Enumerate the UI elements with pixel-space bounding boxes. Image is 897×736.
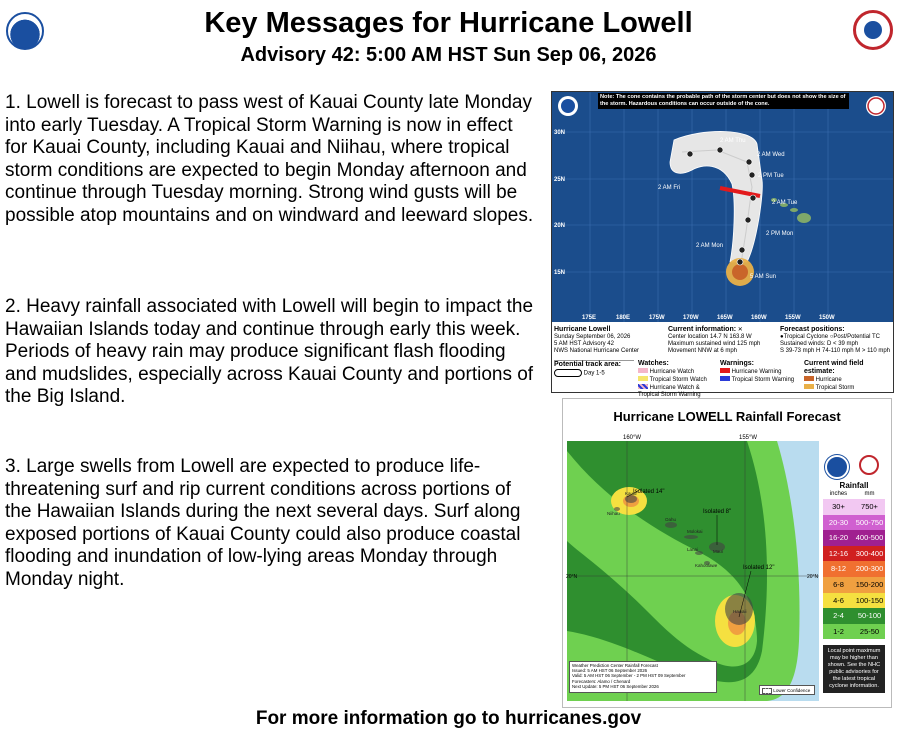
rain-info-line: Next Update: 5 PM HST 06 September 2026 [572, 683, 659, 689]
legend-row [823, 577, 885, 593]
hurricane-watch-swatch [638, 368, 648, 373]
legend-row [823, 608, 885, 624]
rain-info-line: Valid: 5 AM HST 06 September - 2 PM HST 09 September [572, 673, 686, 679]
hurricane-wind-swatch [804, 376, 814, 381]
lon-label: 175W [649, 315, 665, 321]
advisory-subtitle: Advisory 42: 5:00 AM HST Sun Sep 06, 2026 [240, 44, 657, 66]
track-area-icon [554, 369, 582, 377]
legend-inches: 6-8 [833, 579, 844, 589]
noaa-logo-icon [6, 12, 44, 50]
rain-lon-label: 160°W [623, 435, 642, 441]
watches-title: Watches: [638, 360, 669, 367]
legend-inches: 8-12 [830, 564, 846, 574]
forecast-positions-title: Forecast positions: [780, 326, 845, 333]
wind-field-title: Current wind field estimate: [804, 360, 864, 375]
cone-legend-panel [552, 324, 893, 398]
place-label: Kahoolawe [695, 563, 718, 568]
rain-lat-label: 20°N [807, 574, 819, 580]
page-title: Key Messages for Hurricane Lowell [204, 7, 693, 39]
rain-annotation: Isolated 8" [703, 509, 732, 515]
legend-unit: mm [864, 491, 875, 497]
warning-item: Tropical Storm Warning [731, 377, 795, 383]
rain-info-line: Weather Prediction Center Rainfall Forecast [572, 663, 658, 668]
confidence-swatch [762, 688, 772, 694]
rainfall-graphic [562, 398, 892, 708]
legend-note: Local point maximum may be higher than shown. See the NHC public advisories for the latest tropical cyclone information. [823, 645, 885, 693]
legend-mm: 400-500 [855, 533, 884, 543]
key-message-1: 1. Lowell is forecast to pass west of Kauai County late Monday into early Tuesday. A Tropical Storm Warning is now in effect for Kauai County, including Kauai and Niihau, where tropical storm conditions are expected to begin Monday afternoon and continue through Tuesday morning. Strong wind gusts will be possible atop mountains and on windward and leeward slopes. [5, 92, 534, 226]
warnings-title: Warnings: [720, 360, 754, 367]
lon-label: 150W [819, 315, 835, 321]
track-area-item: Day 1-5 [583, 370, 605, 377]
rainfall-title: Hurricane LOWELL Rainfall Forecast [613, 409, 841, 424]
forecast-point-label: 2 AM Wed [757, 152, 785, 158]
place-label: Maui [713, 549, 723, 554]
forecast-point-label: 2 AM Fri [658, 185, 681, 191]
legend-mm: 300-400 [855, 548, 884, 558]
legend-row [823, 499, 885, 515]
forecast-tc: Tropical Cyclone [783, 334, 829, 340]
current-movement: Movement NNW at 6 mph [668, 348, 738, 354]
forecast-point-label: 5 AM Sun [750, 274, 777, 280]
watch-item: Hurricane Watch & Tropical Storm Warning [638, 385, 701, 398]
lat-label: 25N [554, 177, 566, 183]
ts-watch-swatch [638, 376, 648, 381]
wind-item: Tropical Storm [815, 385, 855, 391]
lat-label: 20N [554, 223, 566, 229]
lon-label: 170W [683, 315, 699, 321]
forecast-winds: Sustained winds: [780, 341, 826, 347]
forecast-shm: S 39-73 mph H 74-110 mph M > 110 mph [780, 348, 891, 354]
current-location: Center location 14.7 N 163.8 W [668, 334, 752, 340]
legend-mm: 100-150 [855, 595, 884, 605]
ts-warning-swatch [720, 376, 730, 381]
place-label: Molokai [687, 529, 703, 534]
forecast-d: D < 39 mph [827, 341, 859, 347]
storm-name: Hurricane Lowell [554, 326, 611, 333]
legend-row [823, 624, 885, 640]
track-area-title: Potential track area: [554, 361, 621, 368]
rain-lon-label: 155°W [739, 435, 758, 441]
legend-inches: 20-30 [828, 517, 849, 527]
lat-label: 30N [554, 130, 566, 136]
combined-swatch [638, 384, 648, 389]
legend-row [823, 515, 885, 531]
cone-note: Note: The cone contains the probable path of the storm center but does not show the size of the storm. Hazardous conditions can occur outside of the cone. [598, 93, 849, 109]
lon-label: 180E [616, 315, 631, 321]
storm-advisory: 5 AM HST Advisory 42 [554, 341, 614, 347]
wind-item: Hurricane [815, 377, 842, 383]
legend-inches: 2-4 [833, 611, 844, 621]
rain-lat-label: 20°N [566, 574, 578, 580]
legend-row [823, 546, 885, 562]
rain-annotation: Isolated 12" [743, 565, 775, 571]
forecast-point-label: 2 AM Mon [696, 243, 724, 249]
legend-row [823, 593, 885, 609]
legend-mm: 200-300 [855, 564, 884, 574]
confidence-label: Lower Confidence [773, 688, 811, 693]
storm-source: NWS National Hurricane Center [554, 348, 640, 354]
forecast-ptc: Post/Potential TC [833, 334, 880, 340]
legend-mm: 25-50 [859, 626, 880, 636]
lon-label: 165W [717, 315, 733, 321]
rain-annotation: Isolated 14" [633, 489, 665, 495]
warning-item: Hurricane Warning [731, 369, 782, 375]
nws-logo-icon [853, 10, 893, 50]
place-label: Oahu [665, 517, 677, 522]
tropical-cyclone-icon: ● [780, 334, 784, 340]
legend-mm: 50-100 [857, 611, 882, 621]
forecast-point-label: 2 PM Tue [758, 173, 784, 179]
legend-row [823, 530, 885, 546]
place-label: Lanai [687, 547, 699, 552]
legend-unit: inches [829, 491, 848, 497]
cone-graphic [551, 91, 894, 398]
legend-mm: 750+ [861, 502, 878, 511]
watch-item: Hurricane Watch [649, 369, 695, 375]
legend-mm: 500-750 [855, 517, 884, 527]
legend-inches: 30+ [832, 502, 845, 511]
lat-label: 15N [554, 270, 566, 276]
place-label: Kauai [625, 491, 637, 496]
legend-inches: 1-2 [833, 626, 844, 636]
watch-item: Tropical Storm Watch [649, 377, 707, 383]
current-wind: Maximum sustained wind 125 mph [668, 341, 761, 347]
legend-inches: 16-20 [828, 533, 849, 543]
place-label: Niihau [607, 511, 620, 516]
legend-inches: 4-6 [833, 595, 844, 605]
current-position-icon: ✕ [737, 327, 743, 333]
forecast-point-label: 2 PM Mon [766, 231, 794, 237]
legend-title: Rainfall [839, 481, 869, 490]
forecast-point-label: 2 AM Thu [720, 138, 746, 144]
footer-link-text: For more information go to hurricanes.gov [255, 708, 642, 729]
post-tc-icon: ○ [829, 334, 834, 340]
rain-info-line: Forecasters: Alamo / Chenard [572, 678, 631, 684]
lon-label: 155W [785, 315, 801, 321]
legend-row [823, 561, 885, 577]
rain-info-line: Issued: 5 AM HST 06 September 2026 [572, 668, 648, 674]
key-message-3: 3. Large swells from Lowell are expected to produce life-threatening surf and rip current conditions across portions of the Hawaiian Islands during the next several days. Surf along exposed portions of Kauai County could also produce coastal flooding and inundation of low-lying areas Monday through Monday night. [5, 456, 521, 590]
rain-noaa-logo-icon [825, 455, 849, 479]
legend-inches: 12-16 [828, 548, 849, 558]
rainfall-legend [823, 481, 885, 693]
storm-date: Sunday September 06, 2026 [554, 334, 631, 340]
rain-nws-logo-icon [859, 455, 879, 475]
lon-label: 160W [751, 315, 767, 321]
legend-mm: 150-200 [855, 579, 884, 589]
forecast-point-label: 2 AM Tue [772, 200, 798, 206]
place-label: Hawaii [733, 609, 747, 614]
current-info-title: Current information: [668, 326, 737, 333]
key-message-2: 2. Heavy rainfall associated with Lowell will begin to impact the Hawaiian Islands today and continue through early this week. Periods of heavy rain may produce significant flash flooding and mudslides, especially across Kauai County and portions of the Big Island. [5, 296, 534, 408]
confidence-key [759, 685, 815, 695]
hurricane-warning-swatch [720, 368, 730, 373]
cone-map [552, 92, 893, 322]
lon-label: 175E [582, 315, 597, 321]
rainfall-info-box [569, 661, 717, 693]
ts-wind-swatch [804, 384, 814, 389]
